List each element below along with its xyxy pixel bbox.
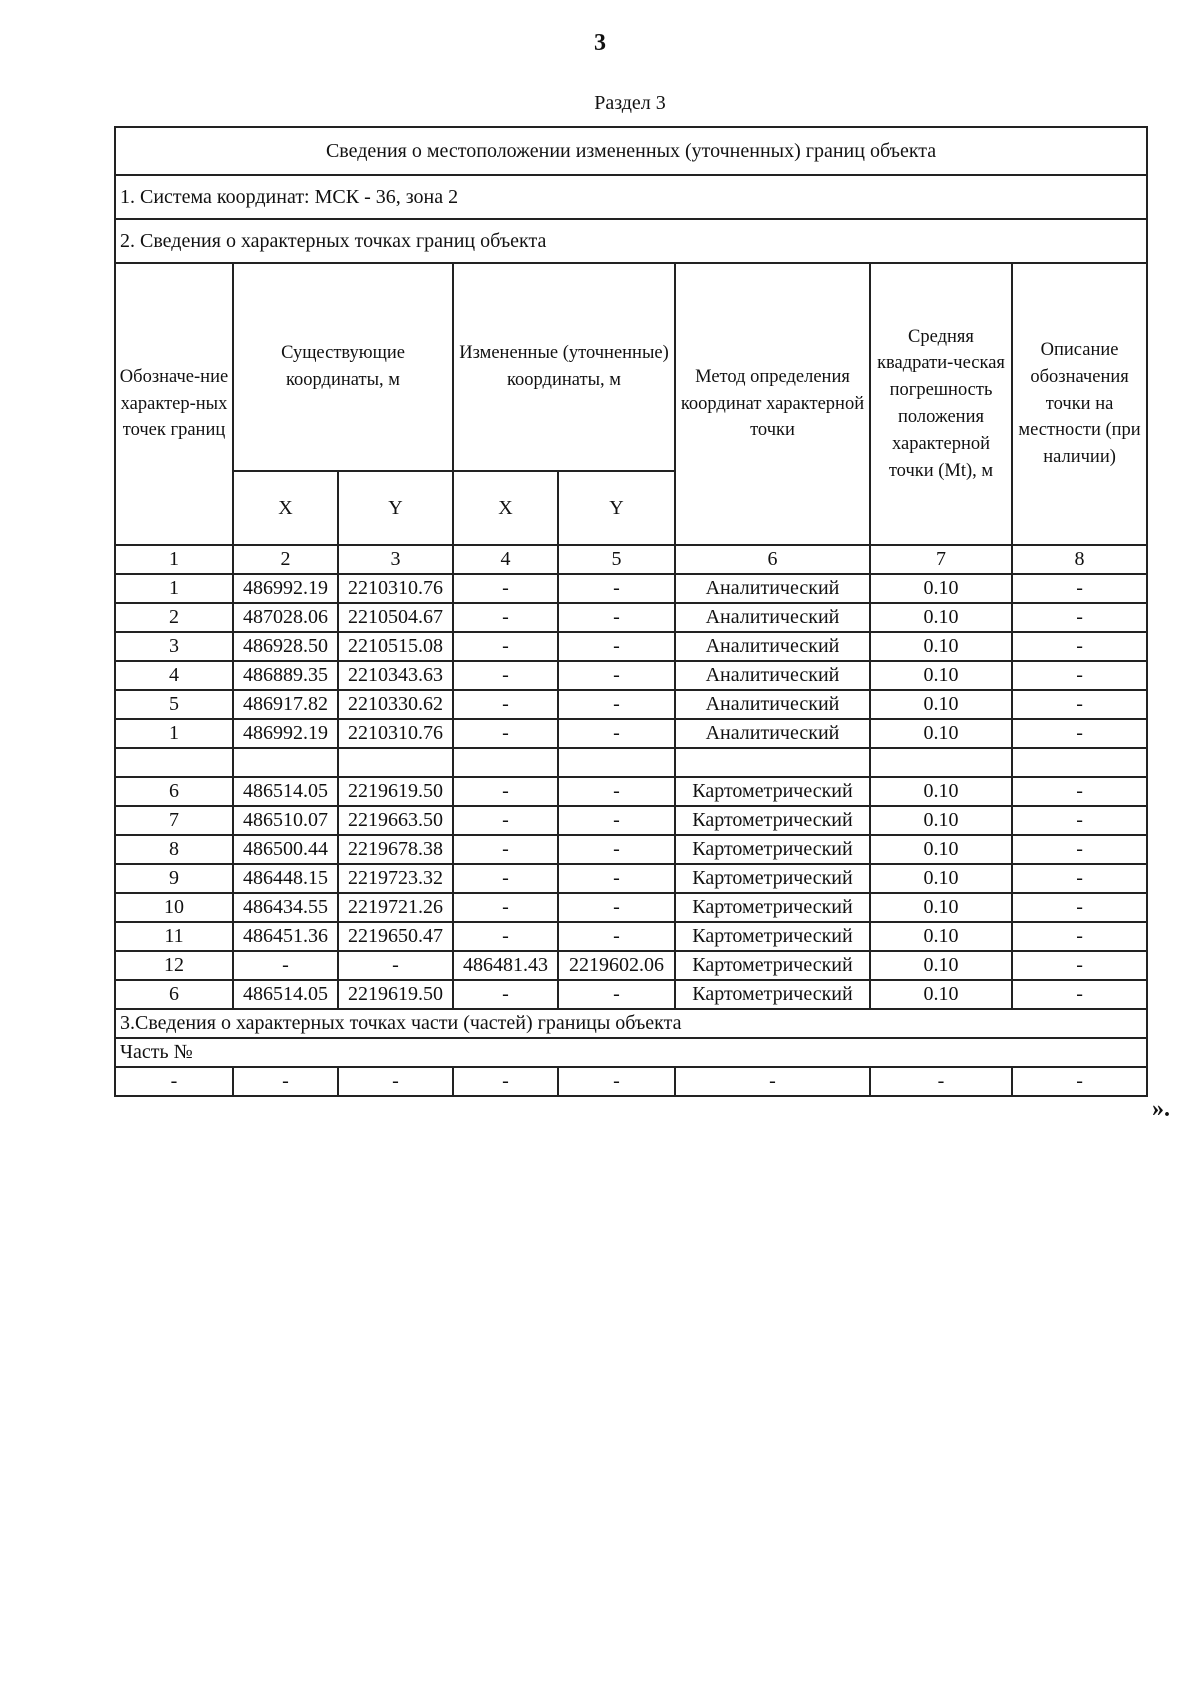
cell-changed-y: - — [558, 777, 675, 806]
cell-changed-x: - — [453, 980, 558, 1009]
header-description: Описание обозначения точки на местности (при наличии) — [1012, 263, 1147, 545]
cell-changed-y: - — [558, 690, 675, 719]
cell-description — [1012, 748, 1147, 777]
table-row — [115, 864, 1147, 893]
table-row — [115, 980, 1147, 1009]
table-row — [115, 835, 1147, 864]
cell-existing-x: - — [233, 1067, 338, 1096]
cell-description: - — [1012, 922, 1147, 951]
cell-changed-x: - — [453, 719, 558, 748]
cell-point-id: 7 — [115, 806, 233, 835]
cell-method: Картометрический — [675, 951, 870, 980]
cell-existing-x: 486514.05 — [233, 980, 338, 1009]
cell-existing-y: 2219619.50 — [338, 980, 453, 1009]
cell-changed-y — [558, 748, 675, 777]
cell-changed-y: - — [558, 806, 675, 835]
header-existing-x: X — [233, 471, 338, 545]
cell-accuracy: 0.10 — [870, 603, 1012, 632]
cell-existing-y: 2219650.47 — [338, 922, 453, 951]
cell-existing-x: 486500.44 — [233, 835, 338, 864]
cell-method: Картометрический — [675, 893, 870, 922]
cell-point-id: 10 — [115, 893, 233, 922]
cell-description: - — [1012, 951, 1147, 980]
cell-existing-y: 2219678.38 — [338, 835, 453, 864]
cell-changed-x: - — [453, 632, 558, 661]
col-number: 7 — [870, 545, 1012, 574]
col-number: 4 — [453, 545, 558, 574]
cell-method: Картометрический — [675, 777, 870, 806]
cell-existing-y: 2210310.76 — [338, 574, 453, 603]
cell-point-id: 2 — [115, 603, 233, 632]
header-changed-coords: Измененные (уточненные) координаты, м — [453, 263, 675, 471]
cell-method: Картометрический — [675, 980, 870, 1009]
cell-accuracy: 0.10 — [870, 661, 1012, 690]
cell-existing-y: 2219663.50 — [338, 806, 453, 835]
cell-existing-y: - — [338, 951, 453, 980]
cell-accuracy: 0.10 — [870, 719, 1012, 748]
col-number: 3 — [338, 545, 453, 574]
cell-method: Аналитический — [675, 690, 870, 719]
cell-changed-x: - — [453, 922, 558, 951]
cell-method: Картометрический — [675, 864, 870, 893]
cell-accuracy: 0.10 — [870, 864, 1012, 893]
cell-existing-y: 2210504.67 — [338, 603, 453, 632]
cell-description: - — [1012, 777, 1147, 806]
cell-description: - — [1012, 574, 1147, 603]
cell-existing-x: 487028.06 — [233, 603, 338, 632]
table-row — [115, 951, 1147, 980]
cell-point-id: 6 — [115, 980, 233, 1009]
table-row — [115, 690, 1147, 719]
cell-point-id: 12 — [115, 951, 233, 980]
cell-accuracy: 0.10 — [870, 893, 1012, 922]
cell-changed-x: - — [453, 806, 558, 835]
cell-point-id: 3 — [115, 632, 233, 661]
cell-method: Картометрический — [675, 835, 870, 864]
cell-changed-y: - — [558, 864, 675, 893]
cell-existing-y: - — [338, 1067, 453, 1096]
cell-changed-x: - — [453, 893, 558, 922]
cell-existing-y — [338, 748, 453, 777]
cell-changed-x: - — [453, 603, 558, 632]
cell-changed-x: 486481.43 — [453, 951, 558, 980]
table-row — [115, 748, 1147, 777]
cell-method: Аналитический — [675, 661, 870, 690]
cell-point-id: 4 — [115, 661, 233, 690]
cell-changed-y: 2219602.06 — [558, 951, 675, 980]
coord-system: 1. Система координат: МСК - 36, зона 2 — [115, 175, 1147, 219]
cell-description: - — [1012, 632, 1147, 661]
table-row — [115, 777, 1147, 806]
col-number: 1 — [115, 545, 233, 574]
cell-changed-y: - — [558, 1067, 675, 1096]
closing-mark: ». — [1152, 1096, 1170, 1122]
cell-point-id: 6 — [115, 777, 233, 806]
cell-description: - — [1012, 980, 1147, 1009]
cell-method: Аналитический — [675, 574, 870, 603]
cell-existing-x: 486992.19 — [233, 719, 338, 748]
table-row — [115, 719, 1147, 748]
header-accuracy: Средняя квадрати-ческая погрешность положения характерной точки (Mt), м — [870, 263, 1012, 545]
table-row — [115, 603, 1147, 632]
table-row — [115, 632, 1147, 661]
table-row — [115, 893, 1147, 922]
cell-changed-x: - — [453, 661, 558, 690]
cell-description: - — [1012, 806, 1147, 835]
cell-existing-x: 486928.50 — [233, 632, 338, 661]
cell-method: Аналитический — [675, 719, 870, 748]
cell-accuracy: 0.10 — [870, 690, 1012, 719]
cell-changed-x: - — [453, 574, 558, 603]
cell-existing-x: 486889.35 — [233, 661, 338, 690]
cell-accuracy — [870, 748, 1012, 777]
table-row — [115, 574, 1147, 603]
cell-accuracy: 0.10 — [870, 574, 1012, 603]
cell-description: - — [1012, 1067, 1147, 1096]
header-existing-y: Y — [338, 471, 453, 545]
cell-description: - — [1012, 835, 1147, 864]
cell-description: - — [1012, 661, 1147, 690]
cell-point-id: 9 — [115, 864, 233, 893]
cell-changed-y: - — [558, 661, 675, 690]
cell-point-id: 8 — [115, 835, 233, 864]
points-heading: 2. Сведения о характерных точках границ объекта — [115, 219, 1147, 263]
cell-changed-x: - — [453, 835, 558, 864]
col-number: 8 — [1012, 545, 1147, 574]
part-label: Часть № — [115, 1038, 1147, 1067]
cell-description: - — [1012, 719, 1147, 748]
cell-existing-x — [233, 748, 338, 777]
column-number-row — [115, 545, 1147, 574]
cell-description: - — [1012, 690, 1147, 719]
cell-accuracy: 0.10 — [870, 980, 1012, 1009]
cell-accuracy: 0.10 — [870, 777, 1012, 806]
cell-method: Аналитический — [675, 603, 870, 632]
col-number: 2 — [233, 545, 338, 574]
cell-point-id — [115, 748, 233, 777]
cell-changed-y: - — [558, 922, 675, 951]
header-designation: Обозначе-ние характер-ных точек границ — [115, 263, 233, 545]
cell-accuracy: 0.10 — [870, 806, 1012, 835]
cell-changed-x: - — [453, 777, 558, 806]
cell-accuracy: 0.10 — [870, 951, 1012, 980]
cell-description: - — [1012, 603, 1147, 632]
table-row — [115, 661, 1147, 690]
cell-point-id: 5 — [115, 690, 233, 719]
cell-changed-y: - — [558, 632, 675, 661]
cell-existing-y: 2210330.62 — [338, 690, 453, 719]
cell-changed-y: - — [558, 603, 675, 632]
cell-method — [675, 748, 870, 777]
cell-description: - — [1012, 864, 1147, 893]
table-row — [115, 922, 1147, 951]
cell-existing-x: 486917.82 — [233, 690, 338, 719]
cell-changed-x: - — [453, 1067, 558, 1096]
cell-existing-x: 486434.55 — [233, 893, 338, 922]
cell-existing-x: 486448.15 — [233, 864, 338, 893]
cell-accuracy: 0.10 — [870, 922, 1012, 951]
cell-accuracy: 0.10 — [870, 632, 1012, 661]
cell-changed-y: - — [558, 893, 675, 922]
cell-changed-y: - — [558, 980, 675, 1009]
cell-existing-y: 2210343.63 — [338, 661, 453, 690]
col-number: 6 — [675, 545, 870, 574]
cell-method: Картометрический — [675, 806, 870, 835]
col-number: 5 — [558, 545, 675, 574]
cell-changed-x: - — [453, 690, 558, 719]
cell-existing-y: 2210515.08 — [338, 632, 453, 661]
header-existing-coords: Существующие координаты, м — [233, 263, 453, 471]
cell-changed-y: - — [558, 574, 675, 603]
cell-accuracy: - — [870, 1067, 1012, 1096]
cell-existing-x: - — [233, 951, 338, 980]
cell-existing-x: 486992.19 — [233, 574, 338, 603]
section-label: Раздел 3 — [594, 92, 666, 114]
header-changed-y: Y — [558, 471, 675, 545]
parts-heading: 3.Сведения о характерных точках части (частей) границы объекта — [115, 1009, 1147, 1038]
cell-point-id: 1 — [115, 719, 233, 748]
cell-existing-y: 2210310.76 — [338, 719, 453, 748]
header-changed-x: X — [453, 471, 558, 545]
cell-existing-y: 2219619.50 — [338, 777, 453, 806]
cell-changed-y: - — [558, 719, 675, 748]
cell-method: - — [675, 1067, 870, 1096]
cell-point-id: 1 — [115, 574, 233, 603]
page-number: 3 — [594, 30, 606, 56]
cell-accuracy: 0.10 — [870, 835, 1012, 864]
cell-point-id: 11 — [115, 922, 233, 951]
cell-existing-y: 2219721.26 — [338, 893, 453, 922]
cell-existing-x: 486514.05 — [233, 777, 338, 806]
table-row — [115, 806, 1147, 835]
cell-point-id: - — [115, 1067, 233, 1096]
table-title: Сведения о местоположении измененных (уточненных) границ объекта — [115, 127, 1147, 175]
cell-existing-x: 486451.36 — [233, 922, 338, 951]
cell-existing-y: 2219723.32 — [338, 864, 453, 893]
boundary-points-table — [114, 126, 1148, 1097]
cell-method: Картометрический — [675, 922, 870, 951]
cell-existing-x: 486510.07 — [233, 806, 338, 835]
cell-changed-y: - — [558, 835, 675, 864]
cell-description: - — [1012, 893, 1147, 922]
cell-changed-x — [453, 748, 558, 777]
header-method: Метод определения координат характерной точки — [675, 263, 870, 545]
cell-method: Аналитический — [675, 632, 870, 661]
cell-changed-x: - — [453, 864, 558, 893]
table-row — [115, 1067, 1147, 1096]
